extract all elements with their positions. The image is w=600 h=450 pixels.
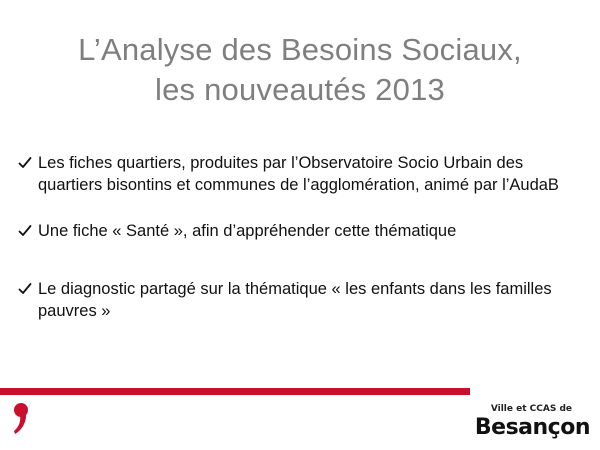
- checkmark-icon: [18, 220, 34, 242]
- title-line-2: les nouveautés 2013: [155, 72, 445, 107]
- footer-divider: [0, 388, 470, 395]
- bullet-text: Le diagnostic partagé sur la thématique « les enfants dans les familles pauvres »: [38, 280, 552, 320]
- bullet-item: [18, 152, 588, 196]
- logo-wordmark: Besançon: [474, 415, 590, 440]
- logo-subtitle: Ville et CCAS de: [490, 404, 572, 414]
- red-comma-icon: [10, 400, 32, 440]
- bullet-item: [18, 278, 588, 322]
- bullet-text: Les fiches quartiers, produites par l’Observatoire Socio Urbain des quartiers bisontins et communes de l’agglomération, animé par l’AudaB: [38, 154, 559, 194]
- checkmark-icon: [18, 152, 34, 174]
- bullet-list: [18, 152, 588, 322]
- besancon-logo: [470, 404, 590, 441]
- checkmark-icon: [18, 278, 34, 300]
- slide-title: [0, 30, 600, 110]
- title-line-1: L’Analyse des Besoins Sociaux,: [78, 32, 522, 67]
- bullet-text: Une fiche « Santé », afin d’appréhender cette thématique: [38, 222, 457, 240]
- bullet-item: [18, 220, 588, 242]
